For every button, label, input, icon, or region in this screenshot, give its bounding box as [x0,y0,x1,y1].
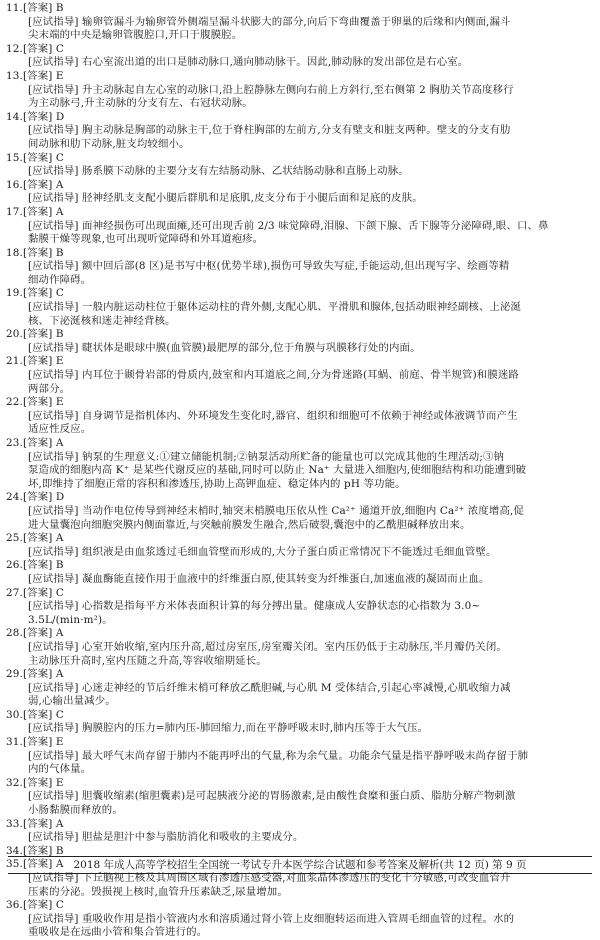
explanation-line: [应试指导] 胆囊收缩素(缩胆囊素)是可起胰液分泌的胃肠激素,是由酸性食糜和蛋白质、脂肪分解产物刺激 [28,790,516,803]
answer-line: 32.[答案] E [6,776,64,789]
answer-line: 11.[答案] B [6,2,64,14]
explanation-line: [应试指导] 肠系膜下动脉的主要分支有左结肠动脉、乙状结肠动脉和直肠上动脉。 [28,165,409,178]
explanation-line: 尖末端的中央是输卵管腹腔口,开口于腹膜腔。 [28,29,243,42]
explanation-line: [应试指导] 重吸收作用是指小管液内水和溶质通过肾小管上皮细胞转运而进入管周毛细血管的过程。水的 [28,912,515,925]
explanation-line: [应试指导] 胸膜腔内的压力=肺内压-肺回缩力,而在平静呼吸末时,肺内压等于大气压。 [28,722,429,735]
explanation-line: [应试指导] 钠泵的生理意义:①建立储能机制;②钠泵活动所贮备的能量也可以完成其他的生理活动;③钠 [28,450,505,463]
explanation-line: [应试指导] 面神经损伤可出现面瘫,还可出现舌前 2/3 味觉障碍,泪腺、下颌下腺、舌下腺等分泌障碍,眼、口、鼻 [28,219,549,232]
explanation-line: [应试指导] 睫状体是眼球中膜(血管膜)最肥厚的部分,位于角膜与巩膜移行处的内面。 [28,341,421,354]
explanation-line: [应试指导] 胸主动脉是胸部的动脉主干,位于脊柱胸部的左前方,分支有壁支和脏支两种。壁支的分支有肋 [28,124,511,137]
explanation-line: 压素的分泌。毁损视上核时,血管升压素缺乏,尿量增加。 [28,885,288,898]
explanation-line: 核、下泌涎核和迷走神经背核。 [28,314,176,327]
answer-line: 23.[答案] A [6,437,64,449]
answer-line: 16.[答案] A [6,178,64,191]
explanation-line: [应试指导] 凝血酶能直接作用于血液中的纤维蛋白原,使其转变为纤维蛋白,加速血液的凝固而止血。 [28,572,490,585]
explanation-line: [应试指导] 心指数是指每平方米体表面积计算的每分搏出量。健康成人安静状态的心指数为 3.0~ [28,600,481,613]
answer-line: 31.[答案] E [6,736,64,749]
page-footer: 2018 年成人高等学校招生全国统一考试专升本医学综合试题和参考答案及解析(共 12 页) 第 9 页 [8,856,592,874]
answer-line: 24.[答案] D [6,491,65,504]
explanation-line: 适应性反应。 [28,423,92,436]
answer-line: 29.[答案] A [6,668,64,681]
answer-line: 13.[答案] E [6,69,64,82]
answer-line: 34.[答案] B [6,844,64,857]
explanation-line: 两部分。 [28,382,71,395]
explanation-line: 黏膜干燥等现象,也可出现听觉障碍和外耳道疱疹。 [28,233,264,246]
explanation-line: 小肠黏膜而释放的。 [28,804,123,817]
explanation-line: [应试指导] 升主动脉起自左心室的动脉口,沿上腔静脉左侧向右前上方斜行,至右侧第 2 胸肋关节高度移行 [28,83,514,96]
explanation-line: 为主动脉弓,升主动脉的分支有左、右冠状动脉。 [28,97,253,110]
answer-line: 36.[答案] C [6,899,65,912]
explanation-line: [应试指导] 内耳位于颞骨岩部的骨质内,鼓室和内耳道底之间,分为骨迷路(耳蜗、前庭、骨半规管)和膜迷路 [28,369,519,382]
explanation-line: 内的气体量。 [28,763,92,776]
explanation-line: [应试指导] 额中回后部(8 区)是书写中枢(优势半球),损伤可导致失写症,手能运动,但出现写字、绘画等精 [28,260,510,273]
answer-line: 12.[答案] C [6,42,65,55]
explanation-line: 进大量囊泡向细胞突膜内侧面靠近,与突触前膜发生融合,然后破裂,囊泡中的乙酰胆碱释放出来。 [28,518,471,531]
answer-line: 19.[答案] C [6,287,65,300]
answer-line: 22.[答案] E [6,396,64,409]
explanation-line: 坏,即维持了细胞正常的容积和渗透压,协助上高钾血症、稳定体内的 pH 等功能。 [28,477,406,490]
explanation-line: [应试指导] 组织液是由血浆透过毛细血管壁而形成的,大分子蛋白质正常情况下不能透过毛细血管壁。 [28,545,497,558]
answer-line: 28.[答案] A [6,627,64,640]
explanation-line: [应试指导] 心室开始收缩,室内压升高,超过房室压,房室瓣关闭。室内压仍低于主动脉压,半月瓣仍关闭。 [28,640,507,653]
answer-line: 30.[答案] C [6,708,65,721]
explanation-line: 间动脉和肋下动脉,脏支均较细小。 [28,137,190,150]
explanation-line: [应试指导] 当动作电位传导到神经末梢时,轴突末梢膜电压依从性 Ca²⁺ 通道开放,细胞内 Ca²⁺ 浓度增高,促 [28,504,524,517]
explanation-line: [应试指导] 胫神经肌支支配小腿后群肌和足底肌,皮支分布于小腿后面和足底的皮肤。 [28,192,423,205]
explanation-line: [应试指导] 输卵管漏斗为输卵管外侧端呈漏斗状膨大的部分,向后下弯曲覆盖于卵巢的后缘和内侧面,漏斗 [28,15,511,28]
answer-line: 18.[答案] B [6,246,64,259]
answer-line: 35.[答案] A [6,858,64,871]
explanation-line: 细动作障碍。 [28,273,92,286]
explanation-line: [应试指导] 一般内脏运动柱位于躯体运动柱的背外侧,支配心肌、平滑肌和腺体,包括动眼神经副核、上泌涎 [28,301,522,314]
explanation-line: 泵造成的细胞内高 K⁺ 是某些代谢反应的基础,同时可以防止 Na⁺ 大量进入细胞内,使细胞结构和功能遭到破 [28,464,527,477]
explanation-line: [应试指导] 下丘脑视上核及其周围区域有渗透压感受器,对血浆晶体渗透压的变化十分敏感,可改变血管升 [28,872,511,884]
answer-line: 17.[答案] A [6,205,64,218]
explanation-line: [应试指导] 心迷走神经的节后纤维末梢可释放乙酰胆碱,与心肌 M 受体结合,引起心率减慢,心肌收缩力减 [28,681,511,694]
explanation-line: 弱,心输出量减少。 [28,695,116,708]
answer-list [6,2,594,940]
answer-line: 14.[答案] D [6,110,65,123]
answer-line: 25.[答案] A [6,532,64,545]
explanation-line: 3.5L/(min·m²)。 [28,613,113,626]
answer-line: 20.[答案] B [6,328,64,341]
explanation-line: [应试指导] 胆盐是胆汁中参与脂肪消化和吸收的主要成分。 [28,831,304,844]
answer-line: 21.[答案] E [6,355,64,368]
explanation-line: [应试指导] 右心室流出道的出口是肺动脉口,通向肺动脉干。因此,肺动脉的发出部位是右心室。 [28,56,469,69]
explanation-line: [应试指导] 最大呼气末尚存留于肺内不能再呼出的气量,称为余气量。功能余气量是指平静呼吸末尚存留于肺 [28,749,529,762]
explanation-line: 主动脉压升高时,室内压随之升高,等容收缩期延长。 [28,654,267,667]
answer-line: 27.[答案] C [6,586,65,599]
answer-line: 15.[答案] C [6,151,65,164]
answer-line: 33.[答案] A [6,817,64,830]
explanation-line: 重吸收是在远曲小管和集合管进行的。 [28,926,208,939]
explanation-line: [应试指导] 自身调节是指机体内、外环境发生变化时,器官、组织和细胞可不依赖于神经或体液调节而产生 [28,409,518,422]
answer-line: 26.[答案] B [6,559,64,572]
